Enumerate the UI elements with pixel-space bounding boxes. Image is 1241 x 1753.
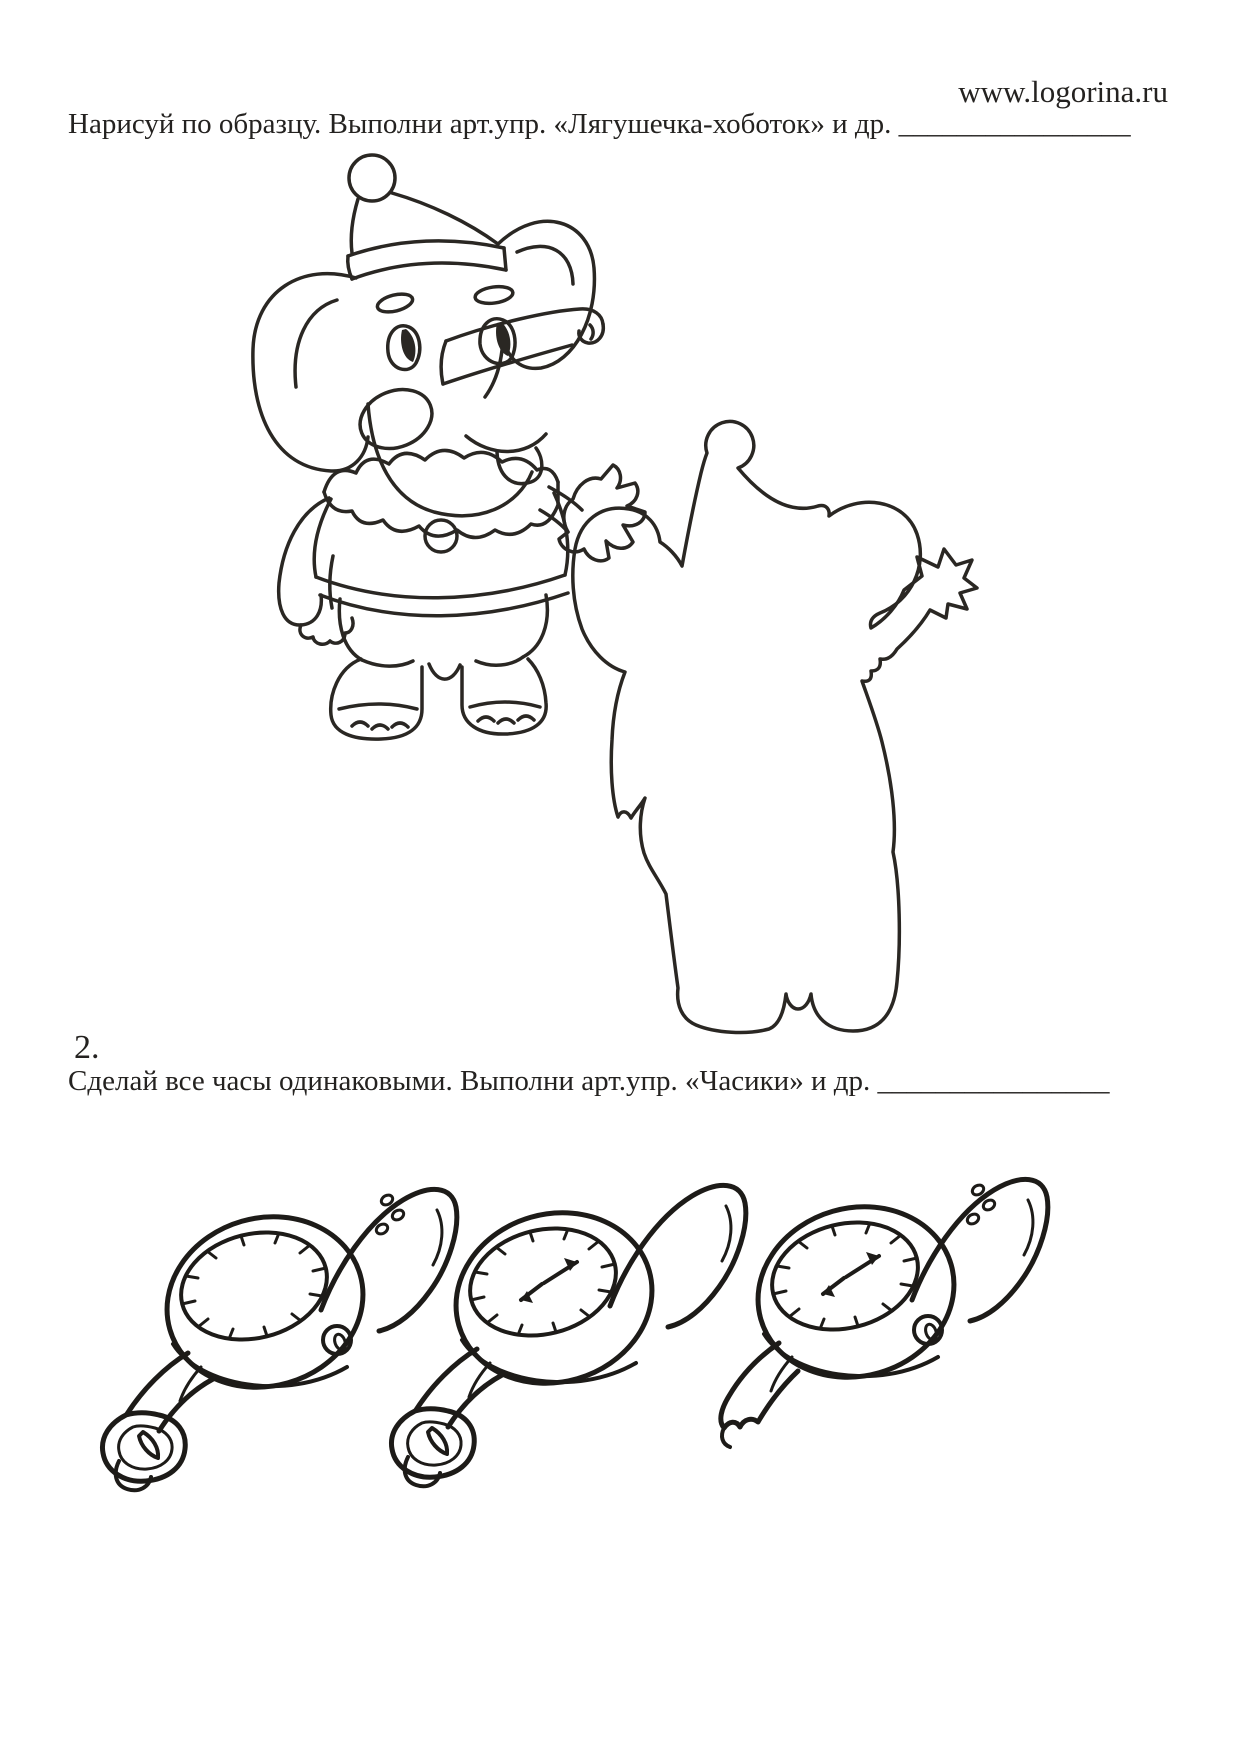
watch-dial xyxy=(170,1218,339,1355)
watch-top-strap xyxy=(610,1185,746,1327)
watch-top-strap xyxy=(912,1179,1048,1321)
wristwatch-drawing-3 xyxy=(721,1179,1048,1447)
task2-figure xyxy=(0,1100,1241,1600)
left-eyebrow xyxy=(376,291,415,315)
watch-hands xyxy=(521,1258,577,1303)
watch-dial xyxy=(761,1208,930,1345)
task2-instruction xyxy=(68,1065,1109,1098)
watch-bottom-strap xyxy=(391,1349,502,1486)
legs xyxy=(331,659,546,739)
task2-fill-in-blank: ________________ xyxy=(877,1065,1110,1097)
elephant-clown-drawing xyxy=(253,155,645,739)
watch-top-strap xyxy=(321,1189,457,1331)
watch-bottom-strap xyxy=(102,1353,213,1490)
task1-instruction-text: Нарисуй по образцу. Выполни арт.упр. «Лягушечка-хоботок» и др. xyxy=(68,108,892,140)
party-hat xyxy=(348,155,506,279)
watch-dial xyxy=(459,1214,628,1351)
task2-number: 2. xyxy=(74,1029,100,1066)
task1-fill-in-blank: ________________ xyxy=(898,108,1131,140)
wristwatch-drawing-2 xyxy=(391,1185,745,1486)
clown-collar xyxy=(324,450,558,537)
blank-elephant-silhouette xyxy=(573,421,977,1032)
website-url: www.logorina.ru xyxy=(958,74,1168,109)
left-ear xyxy=(253,274,368,471)
trunk xyxy=(441,309,603,384)
watch-hands xyxy=(823,1252,879,1297)
wristwatch-drawing-1 xyxy=(102,1189,456,1490)
task2-instruction-text: Сделай все часы одинаковыми. Выполни арт.упр. «Часики» и др. xyxy=(68,1065,871,1097)
face xyxy=(351,284,532,515)
right-eyebrow xyxy=(474,284,514,305)
hat-pompom xyxy=(349,155,395,201)
